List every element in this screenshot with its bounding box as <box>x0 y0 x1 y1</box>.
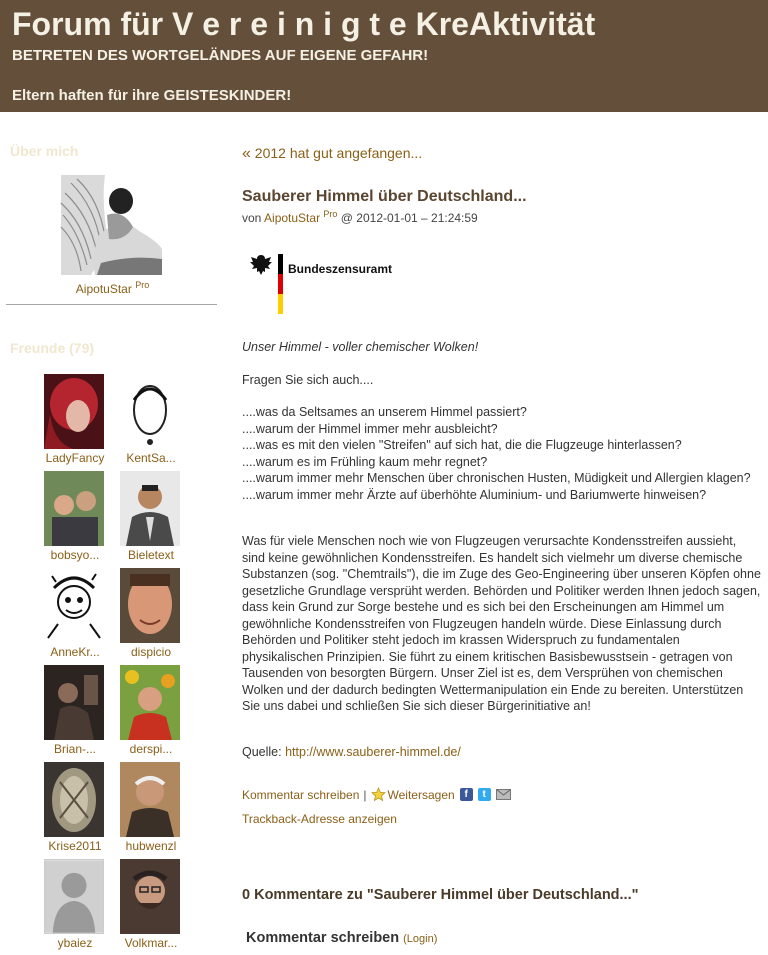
friend-item[interactable] <box>116 374 186 470</box>
friend-name[interactable]: bobsyo... <box>50 548 100 562</box>
friend-name[interactable]: hubwenzl <box>125 839 177 853</box>
post-image <box>248 252 408 316</box>
profile-name-link[interactable]: AipotuStar $^{Pro}$ <box>75 280 150 296</box>
about-heading: Über mich <box>10 143 79 159</box>
federal-eagle-icon <box>248 252 274 278</box>
tagline-warning: BETRETEN DES WORTGELÄNDES AUF EIGENE GEFAHR! <box>12 47 429 64</box>
write-comment-heading: Kommentar schreiben (Login) <box>246 930 438 946</box>
twitter-icon[interactable]: t <box>478 788 491 801</box>
friend-avatar[interactable] <box>120 762 180 837</box>
post-question: Fragen Sie sich auch.... <box>242 373 374 387</box>
tagline-parents: Eltern haften für ihre GEISTESKINDER! <box>12 87 292 104</box>
friend-name[interactable]: ybaiez <box>57 936 93 950</box>
facebook-icon[interactable]: f <box>460 788 473 801</box>
friend-item[interactable] <box>40 665 110 761</box>
flag-stripes <box>278 254 283 314</box>
trackback-link[interactable]: Trackback-Adresse anzeigen <box>242 812 397 826</box>
friend-avatar[interactable] <box>120 859 180 934</box>
friend-item[interactable] <box>40 471 110 567</box>
source-link[interactable]: http://www.sauberer-himmel.de/ <box>285 745 461 759</box>
post-title[interactable]: Sauberer Himmel über Deutschland... <box>242 188 527 205</box>
profile-avatar[interactable] <box>61 175 162 275</box>
friend-item[interactable] <box>40 374 110 470</box>
write-comment-link[interactable]: Kommentar schreiben <box>242 787 360 802</box>
friend-name[interactable]: KentSa... <box>126 451 176 465</box>
list-item: ....warum es im Frühling kaum mehr regnet? <box>242 454 488 469</box>
friends-heading[interactable]: Freunde (79) <box>10 340 95 356</box>
post-source: Quelle: http://www.sauberer-himmel.de/ <box>242 745 461 759</box>
site-header <box>0 0 768 112</box>
friend-item[interactable] <box>40 859 110 955</box>
friend-name[interactable]: Bieletext <box>127 548 175 562</box>
star-icon[interactable] <box>371 787 386 802</box>
friend-item[interactable] <box>116 859 186 955</box>
post-byline: von AipotuStar $^{Pro}$ @ 2012-01-01 – 21:24:59 <box>242 209 478 225</box>
image-label: Bundeszensuramt <box>288 262 393 276</box>
login-link[interactable]: (Login) <box>403 933 438 945</box>
friend-name[interactable]: Krise2011 <box>48 839 102 853</box>
friend-name[interactable]: AnneKr... <box>50 645 100 659</box>
friend-avatar[interactable] <box>120 471 180 546</box>
friend-item[interactable] <box>116 665 186 761</box>
sidebar-divider <box>6 304 217 305</box>
post-intro: Unser Himmel - voller chemischer Wolken! <box>242 340 479 354</box>
friend-avatar[interactable] <box>44 471 104 546</box>
sidebar <box>0 112 225 950</box>
friend-name[interactable]: LadyFancy <box>45 451 105 465</box>
pro-badge: Pro <box>135 280 150 290</box>
main-content <box>242 112 762 946</box>
friend-avatar[interactable] <box>120 568 180 643</box>
site-title[interactable]: Forum für V e r e i n i g t e KreAktivität <box>12 6 596 42</box>
list-item: ....was es mit den vielen "Streifen" auf sich hat, die die Flugzeuge hinterlassen? <box>242 438 682 452</box>
list-item: ....warum immer mehr Menschen über chronischen Husten, Müdigkeit und Allergien klagen? <box>242 471 751 485</box>
friend-name[interactable]: Brian-... <box>53 742 96 756</box>
friend-avatar[interactable] <box>44 665 104 740</box>
question-list <box>242 404 762 503</box>
list-item: ....warum immer mehr Ärzte auf überhöhte Aluminium- und Bariumwerte hinweisen? <box>242 487 707 502</box>
friend-item[interactable] <box>116 762 186 858</box>
share-link[interactable]: Weitersagen <box>387 787 455 802</box>
friend-avatar[interactable] <box>44 859 104 934</box>
friend-item[interactable] <box>116 568 186 664</box>
post-body: Was für viele Menschen noch wie von Flugzeugen verursachte Kondensstreifen aussieht, sind keine gewöhnlichen Kondensstreifen. Es handelt sich vielmehr um diverse chemische Substanzen (sog. "Chemtrails"), die im Zuge des Geo-Engineering über unseren Köpfen ohne gesetzliche Grundlage versprüht werden. Behörden und Politiker werden Ihnen jedoch sagen, dass kein Grund zur Sorge bestehe und es sich bei den Erscheinungen am Himmel um gewöhnliche Kondensstreifen von Flugzeugen handeln würde. Diese Einlassung durch Behörden und Politiker steht jedoch im krassen Widerspruch zu fundamentalen physikalischen Prinzipien. Sie führt zu einem kritischen Basisbewusstsein - getragen von Tausenden von besorgten Bürgern. Unser Ziel ist es, dem Versprühen von chemischen Wolken und der dadurch bedingten Wettermanipulation ein Ende zu bereiten. Unterstützen Sie uns dabei und schließen Sie sich dieser Bürgerinitiative an! <box>242 534 761 713</box>
friend-avatar[interactable] <box>44 762 104 837</box>
separator: | <box>363 787 367 802</box>
post-date: @ 2012-01-01 – 21:24:59 <box>340 211 478 225</box>
friend-name[interactable]: dispicio <box>130 645 172 659</box>
list-item: ....was da Seltsames an unserem Himmel passiert? <box>242 405 527 419</box>
author-pro-badge: Pro <box>323 209 338 219</box>
friend-item[interactable] <box>40 568 110 664</box>
friend-avatar[interactable] <box>44 374 104 449</box>
friend-avatar[interactable] <box>120 665 180 740</box>
friend-avatar[interactable] <box>120 374 180 449</box>
friend-item[interactable] <box>116 471 186 567</box>
comments-heading: 0 Kommentare zu "Sauberer Himmel über Deutschland..." <box>242 887 639 903</box>
email-icon[interactable] <box>496 788 511 801</box>
list-item: ....warum der Himmel immer mehr ausbleicht? <box>242 421 498 436</box>
previous-post-link[interactable]: « 2012 hat gut angefangen... <box>242 145 423 162</box>
friend-avatar[interactable] <box>44 568 104 643</box>
friend-name[interactable]: derspi... <box>129 742 173 756</box>
friend-item[interactable] <box>40 762 110 858</box>
friend-name[interactable]: Volkmar... <box>124 936 178 950</box>
previous-arrow-icon[interactable]: « <box>242 145 251 162</box>
post-actions <box>242 787 511 802</box>
author-link[interactable]: AipotuStar <box>264 211 321 225</box>
